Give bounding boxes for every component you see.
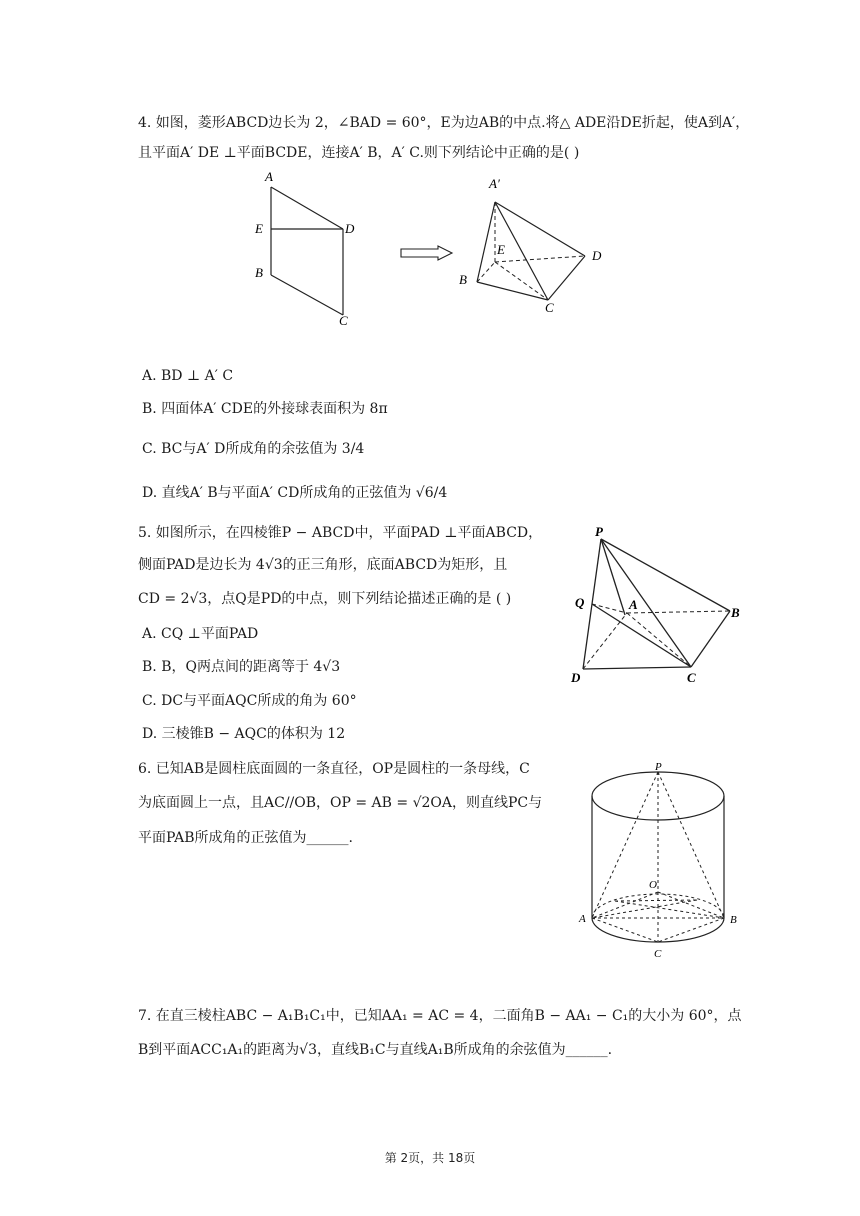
label-D: D bbox=[571, 670, 581, 685]
edge-BC bbox=[271, 275, 343, 315]
q4-option-c: C. BC与A′ D所成角的余弦值为 3/4 bbox=[142, 441, 365, 457]
q4-rhombus-figure bbox=[245, 165, 365, 330]
q4-option-a: A. BD ⊥ A′ C bbox=[142, 368, 234, 384]
label-P: P bbox=[655, 761, 662, 773]
q4-option-b: B. 四面体A′ CDE的外接球表面积为 8π bbox=[142, 401, 388, 417]
label-P: P bbox=[595, 525, 603, 539]
label-O: O bbox=[649, 879, 657, 891]
q4-line1: 4. 如图，菱形ABCD边长为 2，∠BAD = 60°，E为边AB的中点.将△ ADE沿DE折起，使A到A′， bbox=[138, 115, 750, 131]
q5-option-a: A. CQ ⊥平面PAD bbox=[142, 626, 259, 642]
q7-line1: 7. 在直三棱柱ABC − A₁B₁C₁中，已知AA₁ = AC = 4，二面角B − AA₁ − C₁的大小为 60°，点 bbox=[138, 1008, 742, 1024]
q5-pyramid-figure bbox=[565, 525, 750, 690]
label-C: C bbox=[545, 300, 554, 315]
label-A-prime: A′ bbox=[489, 176, 500, 191]
q5-line2: 侧面PAD是边长为 4√3的正三角形，底面ABCD为矩形，且 bbox=[138, 557, 508, 573]
label-E: E bbox=[497, 242, 505, 257]
q6-line3: 平面PAB所成角的正弦值为______. bbox=[138, 830, 353, 846]
label-D: D bbox=[345, 221, 355, 236]
q5-line3: CD = 2√3，点Q是PD的中点，则下列结论描述正确的是 ( ) bbox=[138, 591, 512, 607]
q4-folded-figure bbox=[455, 170, 615, 320]
double-arrow-icon bbox=[400, 245, 455, 261]
q7-line2: B到平面ACC₁A₁的距离为√3，直线B₁C与直线A₁B所成角的余弦值为______. bbox=[138, 1042, 613, 1058]
page-footer: 第 2页，共 18页 bbox=[384, 1151, 476, 1165]
label-A: A bbox=[579, 913, 586, 925]
label-B: B bbox=[730, 914, 737, 926]
q5-option-c: C. DC与平面AQC所成的角为 60° bbox=[142, 693, 357, 709]
label-C: C bbox=[687, 670, 696, 685]
q6-line2: 为底面圆上一点，且AC//OB，OP = AB = √2OA，则直线PC与 bbox=[138, 795, 543, 811]
label-B: B bbox=[459, 272, 467, 287]
label-C: C bbox=[654, 948, 662, 960]
q5-line1: 5. 如图所示，在四棱锥P − ABCD中，平面PAD ⊥平面ABCD， bbox=[138, 525, 543, 541]
label-B: B bbox=[255, 265, 263, 280]
label-A: A bbox=[629, 597, 638, 612]
q6-line1: 6. 已知AB是圆柱底面圆的一条直径，OP是圆柱的一条母线，C bbox=[138, 761, 530, 777]
label-C: C bbox=[339, 313, 348, 328]
edge-AD bbox=[271, 187, 343, 229]
q4-option-d: D. 直线A′ B与平面A′ CD所成角的正弦值为 √6/4 bbox=[142, 485, 448, 501]
q5-option-b: B. B，Q两点间的距离等于 4√3 bbox=[142, 659, 341, 675]
q5-option-d: D. 三棱锥B − AQC的体积为 12 bbox=[142, 726, 346, 742]
label-E: E bbox=[255, 221, 263, 236]
label-A: A bbox=[265, 169, 273, 184]
label-Q: Q bbox=[575, 595, 585, 610]
q6-cylinder-figure bbox=[575, 760, 755, 965]
label-B: B bbox=[731, 605, 740, 620]
label-D: D bbox=[592, 248, 602, 263]
q4-line2: 且平面A′ DE ⊥平面BCDE，连接A′ B，A′ C.则下列结论中正确的是( ) bbox=[138, 145, 580, 161]
